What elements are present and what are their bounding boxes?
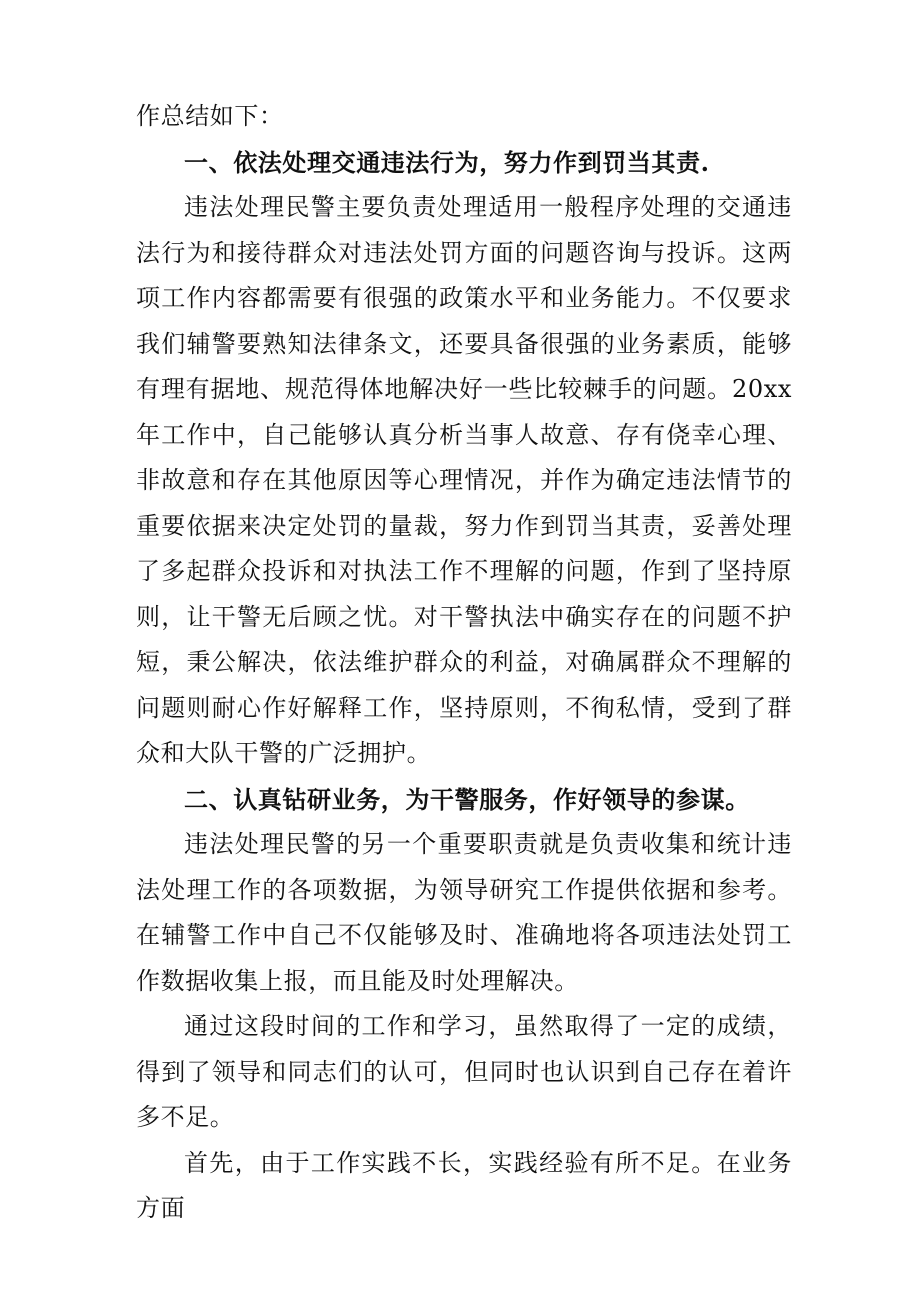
paragraph-shortcomings: 首先，由于工作实践不长，实践经验有所不足。在业务方面 [136,1148,792,1222]
paragraph-intro: 作总结如下： [136,102,284,130]
document-body [136,94,792,1232]
paragraph-reflection: 通过这段时间的工作和学习，虽然取得了一定的成绩，得到了领导和同志们的认可，但同时也认识到自己存在着许多不足。 [136,1012,792,1131]
paragraph-section-1: 违法处理民警主要负责处理适用一般程序处理的交通违法行为和接待群众对违法处罚方面的问题咨询与投诉。这两项工作内容都需要有很强的政策水平和业务能力。不仅要求我们辅警要熟知法律条文，还要具备很强的业务素质，能够有理有据地、规范得体地解决好一些比较棘手的问题。20xx 年工作中，自己能够认真分析当事人故意、存有侥幸心理、非故意和存在其他原因等心理情况，并作为确定违法情节的重要依据来决定处罚的量裁，努力作到罚当其责，妥善处理了多起群众投诉和对执法工作不理解的问题，作到了坚持原则，让干警无后顾之忧。对干警执法中确实存在的问题不护短，秉公解决，依法维护群众的利益，对确属群众不理解的问题则耐心作好解释工作，坚持原则，不徇私情，受到了群众和大队干警的广泛拥护。 [136,193,792,767]
section-heading-1: 一、依法处理交通违法行为，努力作到罚当其责. [184,147,710,177]
section-heading-2: 二、认真钻研业务，为干警服务，作好领导的参谋。 [184,784,750,814]
paragraph-section-2: 违法处理民警的另一个重要职责就是负责收集和统计违法处理工作的各项数据，为领导研究工作提供依据和参考。在辅警工作中自己不仅能够及时、准确地将各项违法处罚工作数据收集上报，而且能及时处理解决。 [136,830,792,995]
